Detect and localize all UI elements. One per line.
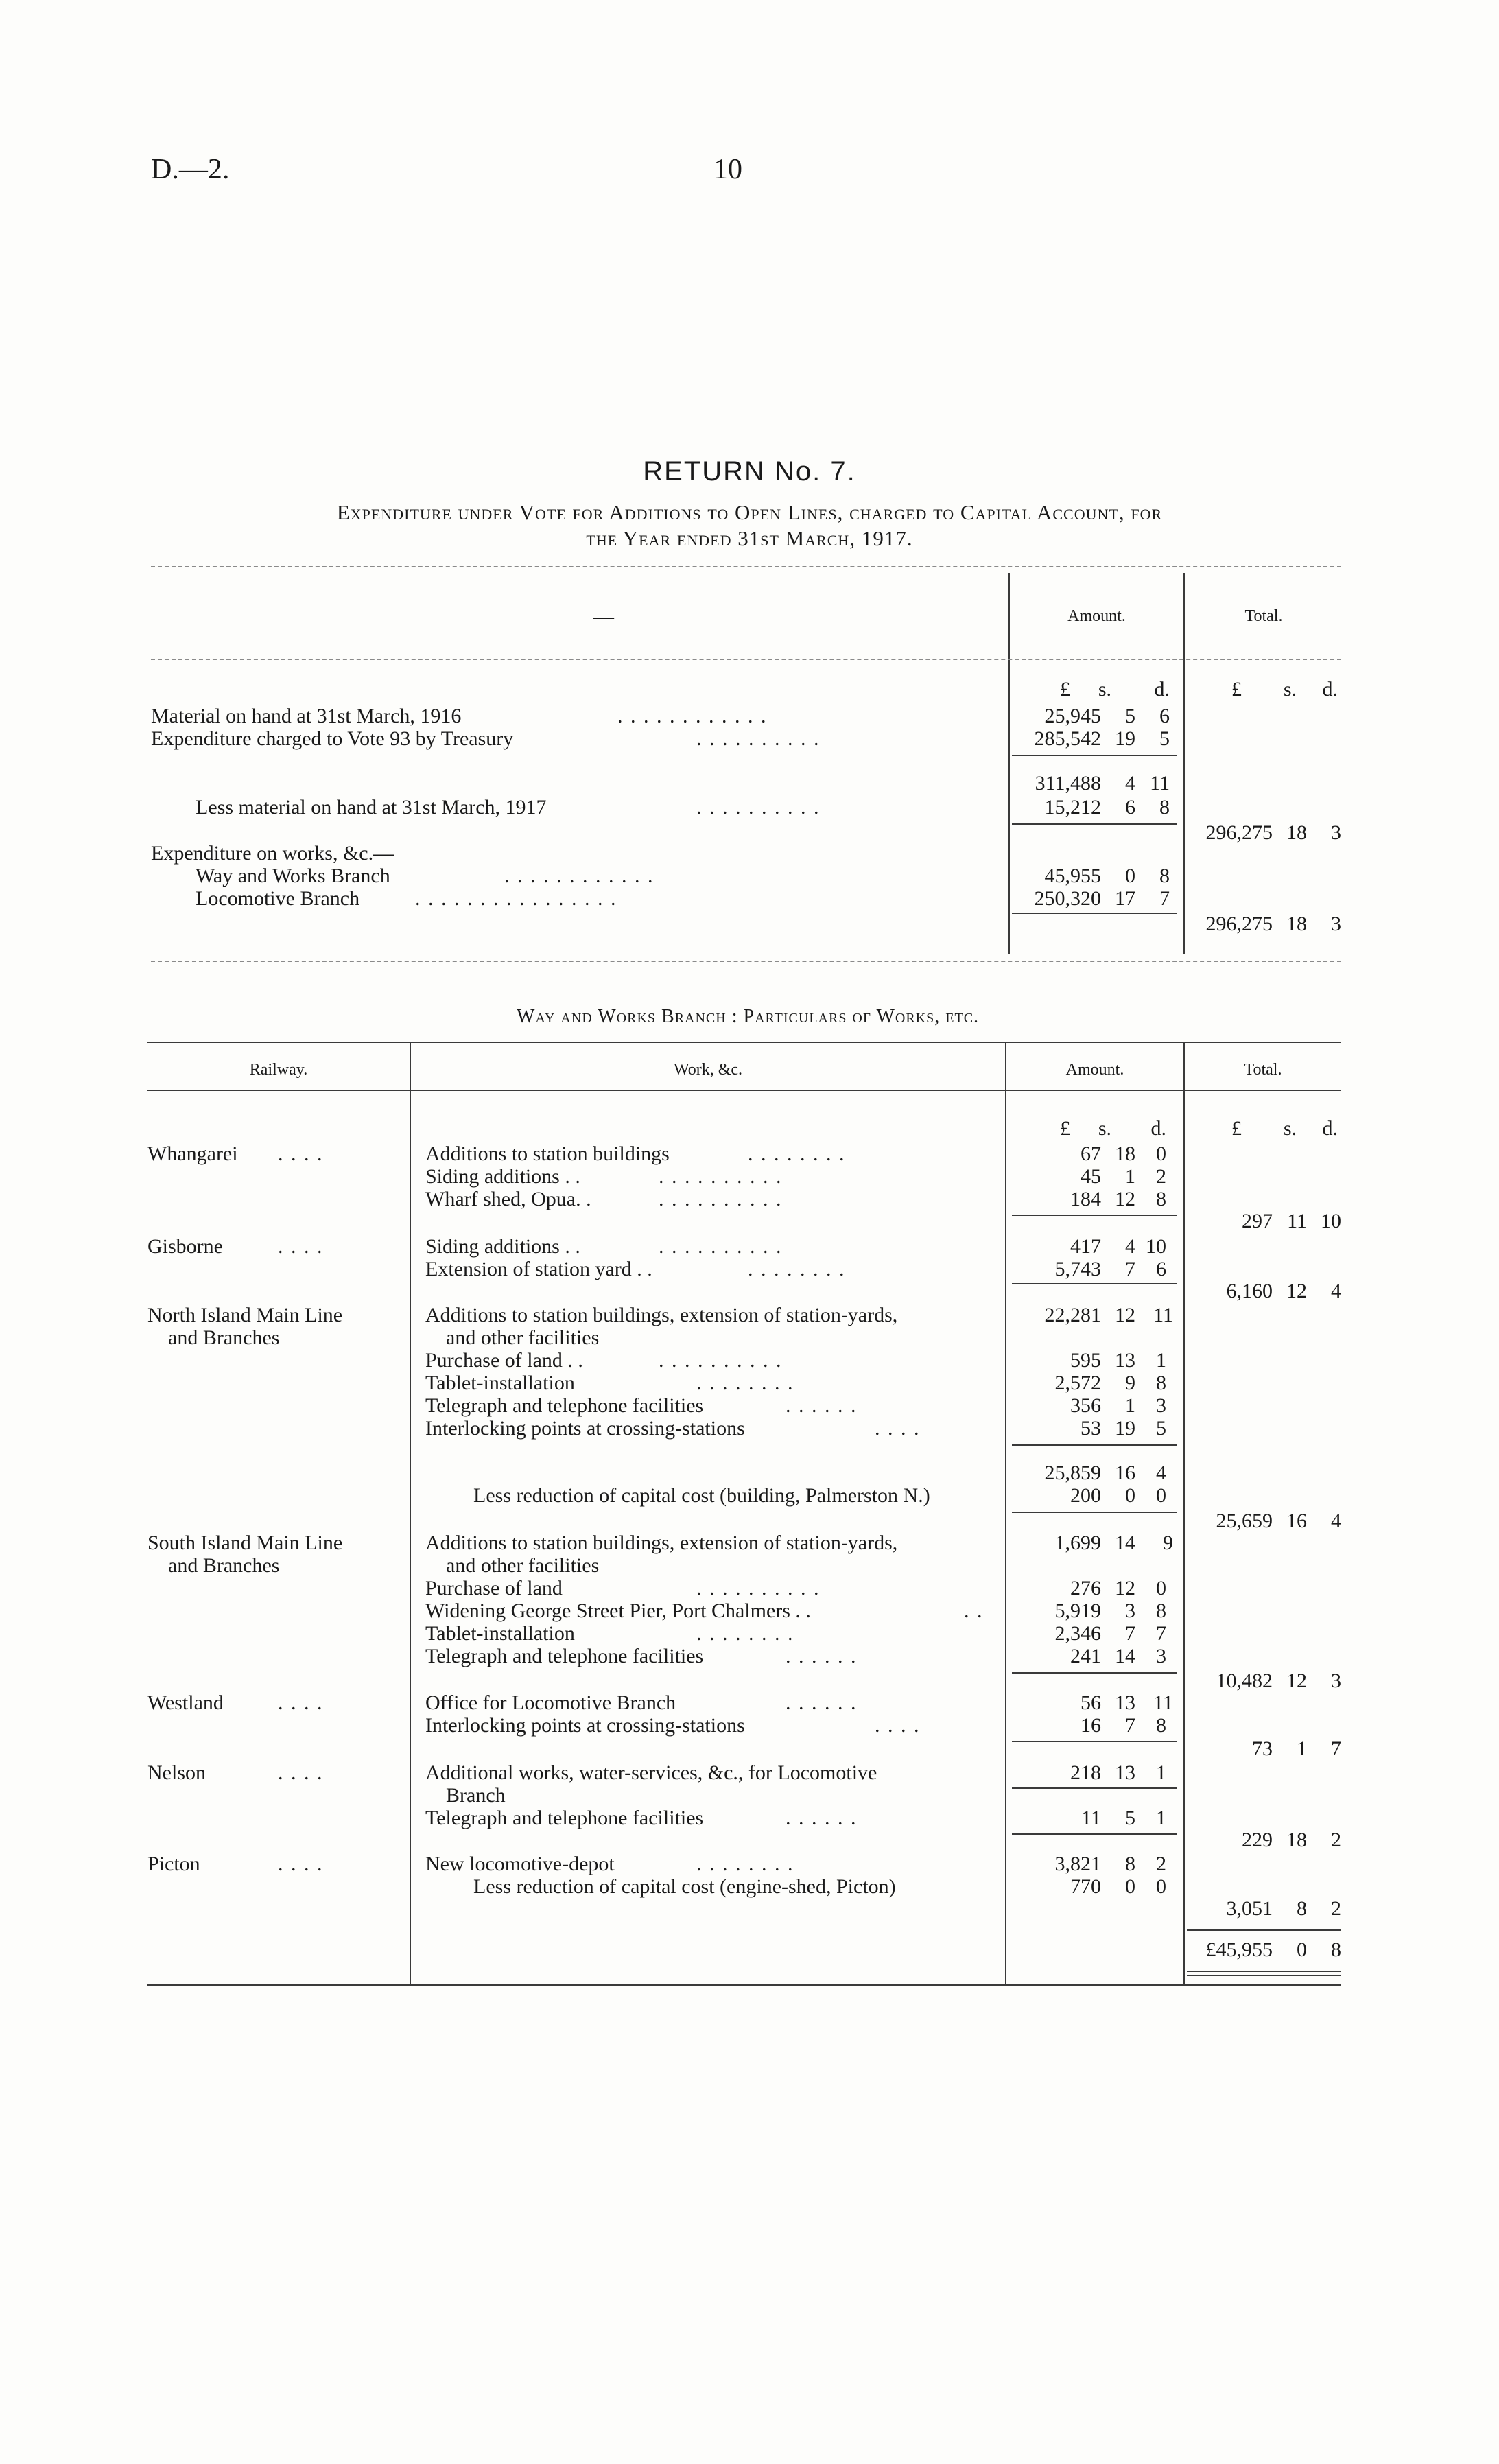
leader-dots: . . . . . . . . . .: [659, 1188, 783, 1210]
total-pounds: 25,659: [1216, 1510, 1273, 1532]
work-description: Siding additions . .: [425, 1165, 580, 1188]
total-pounds: 10,482: [1216, 1669, 1273, 1692]
amount-pounds: 1,699: [1054, 1532, 1101, 1554]
amount-shillings: 19: [1115, 1417, 1135, 1440]
amount-shillings: 13: [1115, 1691, 1135, 1714]
amount-pence: 11: [1153, 1691, 1173, 1714]
amount-pounds: 3,821: [1054, 1853, 1101, 1875]
total-pounds: 229: [1242, 1829, 1273, 1851]
table1-amount-pounds: 311,488: [1035, 772, 1101, 795]
amount-pence: 0: [1156, 1142, 1166, 1165]
amount-pence: 11: [1153, 1304, 1173, 1326]
total-pounds: 3,051: [1226, 1897, 1273, 1920]
leader-dots: . . . . . . . .: [696, 1372, 794, 1394]
leader-dots: . . . . . . . . . . . . . . . .: [415, 887, 617, 910]
amount-pence: 4: [1156, 1462, 1166, 1484]
table2-amount-unit-pence: d.: [1150, 1117, 1166, 1140]
work-description: Purchase of land . .: [425, 1349, 583, 1372]
total-pence: 4: [1331, 1510, 1341, 1532]
work-description: Less reduction of capital cost (engine-shed, Picton): [473, 1875, 896, 1898]
amount-pence: 7: [1156, 1622, 1166, 1645]
amount-pence: 0: [1156, 1484, 1166, 1507]
table1-amount-pounds: 285,542: [1034, 727, 1101, 750]
work-description: Siding additions . .: [425, 1235, 580, 1258]
total-pence: 7: [1331, 1737, 1341, 1760]
leader-dots: . . . . . . . . . .: [696, 796, 821, 819]
work-description: Less reduction of capital cost (building, Palmerston N.): [473, 1484, 930, 1507]
railway-name: Westland: [147, 1691, 224, 1714]
amount-pence: 8: [1156, 1714, 1166, 1737]
table1-total-shillings: 18: [1286, 913, 1307, 935]
total-shillings: 12: [1286, 1280, 1307, 1302]
table1-amount-unit-pounds: £: [1060, 678, 1070, 701]
table1-amount-shillings: 0: [1125, 865, 1135, 887]
amount-shillings: 7: [1125, 1714, 1135, 1737]
table1-total-unit-pounds: £: [1231, 678, 1242, 701]
table1-amount-pence: 8: [1159, 865, 1170, 887]
table1-amount-shillings: 4: [1125, 772, 1135, 795]
work-description: Additional works, water-services, &c., for Locomotive: [425, 1761, 877, 1784]
table1-row-label: Locomotive Branch: [196, 887, 360, 910]
grand-total-double-rule: [1187, 1971, 1341, 1972]
table1-total-pence: 3: [1331, 821, 1341, 844]
table1-total-unit-shillings: s.: [1283, 678, 1297, 701]
table1-amount-pence: 7: [1159, 887, 1170, 910]
amount-shillings: 12: [1115, 1188, 1135, 1210]
table2-total-unit-pounds: £: [1231, 1117, 1242, 1140]
amount-pounds: 241: [1070, 1645, 1101, 1667]
leader-dots: . . . . . . . . . . . .: [504, 865, 654, 887]
amount-shillings: 7: [1125, 1258, 1135, 1280]
subtotal-rule: [1012, 1512, 1177, 1513]
table1-row-label: Expenditure on works, &c.—: [151, 842, 394, 865]
leader-dots: . . . .: [278, 1853, 324, 1875]
leader-dots: . . . . . . . . . .: [696, 1577, 821, 1599]
leader-dots: . . . . . . . .: [696, 1622, 794, 1645]
amount-pounds: 2,346: [1054, 1622, 1101, 1645]
main-title-line-1: Expenditure under Vote for Additions to Open Lines, charged to Capital Account, for: [336, 500, 1163, 524]
subtotal-rule: [1012, 913, 1177, 914]
table2-header-rule: [147, 1090, 1341, 1091]
amount-pounds: 2,572: [1054, 1372, 1101, 1394]
railway-name: Nelson: [147, 1761, 206, 1784]
work-description-continued: Branch: [446, 1784, 506, 1807]
table2-amount-unit-pounds: £: [1060, 1117, 1070, 1140]
amount-pence: 3: [1156, 1645, 1166, 1667]
leader-dots: . . . . . . . . . .: [659, 1165, 783, 1188]
work-description: Telegraph and telephone facilities: [425, 1807, 704, 1829]
work-description: Additions to station buildings, extension of station-yards,: [425, 1304, 898, 1326]
table1-amount-pounds: 45,955: [1044, 865, 1101, 887]
total-pence: 2: [1331, 1897, 1341, 1920]
leader-dots: . . . .: [875, 1714, 921, 1737]
subtotal-rule: [1012, 1283, 1177, 1284]
amount-shillings: 12: [1115, 1577, 1135, 1599]
total-shillings: 16: [1286, 1510, 1307, 1532]
amount-pence: 5: [1156, 1417, 1166, 1440]
amount-pence: 2: [1156, 1853, 1166, 1875]
table2-amount-unit-shillings: s.: [1098, 1117, 1111, 1140]
table1-row-label: Way and Works Branch: [196, 865, 390, 887]
table1-top-rule: [151, 566, 1341, 567]
subtotal-rule: [1012, 755, 1177, 756]
amount-pounds: 5,919: [1054, 1599, 1101, 1622]
work-description: Office for Locomotive Branch: [425, 1691, 676, 1714]
grand-total-double-rule: [1187, 1975, 1341, 1976]
amount-pounds: 184: [1070, 1188, 1101, 1210]
total-shillings: 18: [1286, 1829, 1307, 1851]
table1-total-header: Total.: [1244, 607, 1283, 625]
leader-dots: . . . . . . . .: [696, 1853, 794, 1875]
amount-pounds: 5,743: [1054, 1258, 1101, 1280]
amount-shillings: 0: [1125, 1875, 1135, 1898]
leader-dots: . . . . . . . . . .: [659, 1349, 783, 1372]
amount-pounds: 53: [1081, 1417, 1101, 1440]
table2-total-col-rule: [1183, 1043, 1185, 1984]
amount-shillings: 14: [1115, 1645, 1135, 1667]
table2-top-rule: [147, 1042, 1341, 1043]
amount-pence: 0: [1156, 1577, 1166, 1599]
table2-bottom-rule: [147, 1984, 1341, 1986]
grand-total-pounds: £45,955: [1205, 1938, 1273, 1961]
amount-pounds: 770: [1070, 1875, 1101, 1898]
work-description: Purchase of land: [425, 1577, 563, 1599]
total-shillings: 11: [1287, 1210, 1307, 1232]
table1-amount-header: Amount.: [1067, 607, 1126, 625]
amount-pounds: 356: [1070, 1394, 1101, 1417]
page-number: 10: [713, 154, 742, 185]
total-pounds: 73: [1252, 1737, 1273, 1760]
grand-total-pence: 8: [1331, 1938, 1341, 1961]
amount-pounds: 25,859: [1044, 1462, 1101, 1484]
total-pence: 10: [1321, 1210, 1341, 1232]
work-description: Additions to station buildings, extension of station-yards,: [425, 1532, 898, 1554]
work-description: New locomotive-depot: [425, 1853, 615, 1875]
work-description: Interlocking points at crossing-stations: [425, 1417, 745, 1440]
table1-amount-pence: 8: [1159, 796, 1170, 819]
table1-amount-unit-pence: d.: [1154, 678, 1170, 701]
amount-pounds: 67: [1081, 1142, 1101, 1165]
amount-pence: 8: [1156, 1188, 1166, 1210]
amount-pounds: 276: [1070, 1577, 1101, 1599]
table1-row-label: Expenditure charged to Vote 93 by Treasury: [151, 727, 514, 750]
amount-shillings: 14: [1115, 1532, 1135, 1554]
leader-dots: . . . .: [278, 1691, 324, 1714]
amount-pence: 10: [1146, 1235, 1166, 1258]
amount-pence: 8: [1156, 1372, 1166, 1394]
leader-dots: . . . . . .: [786, 1807, 858, 1829]
table1-header-rule: [151, 659, 1341, 660]
table1-amount-pence: 6: [1159, 705, 1170, 727]
amount-shillings: 4: [1125, 1235, 1135, 1258]
subtotal-rule: [1012, 1787, 1177, 1789]
work-description: Extension of station yard . .: [425, 1258, 652, 1280]
amount-pounds: 56: [1081, 1691, 1101, 1714]
amount-pounds: 218: [1070, 1761, 1101, 1784]
amount-pounds: 11: [1081, 1807, 1101, 1829]
amount-pounds: 200: [1070, 1484, 1101, 1507]
table2-header-railway: Railway.: [249, 1061, 308, 1079]
total-shillings: 8: [1297, 1897, 1307, 1920]
leader-dots: . . . . . .: [786, 1394, 858, 1417]
work-description: Telegraph and telephone facilities: [425, 1394, 704, 1417]
amount-pence: 0: [1156, 1875, 1166, 1898]
table1-amount-pounds: 250,320: [1034, 887, 1101, 910]
amount-pounds: 45: [1081, 1165, 1101, 1188]
table2-amount-col-rule: [1005, 1043, 1006, 1984]
total-pence: 4: [1331, 1280, 1341, 1302]
railway-name-continued: and Branches: [168, 1554, 280, 1577]
amount-shillings: 13: [1115, 1761, 1135, 1784]
work-description: Interlocking points at crossing-stations: [425, 1714, 745, 1737]
leader-dots: . . . . . .: [786, 1691, 858, 1714]
amount-shillings: 3: [1125, 1599, 1135, 1622]
railway-name: North Island Main Line: [147, 1304, 343, 1326]
table1-amount-shillings: 6: [1125, 796, 1135, 819]
table1-amount-shillings: 17: [1115, 887, 1135, 910]
work-description: Wharf shed, Opua. .: [425, 1188, 591, 1210]
leader-dots: . . . .: [278, 1142, 324, 1165]
amount-shillings: 5: [1125, 1807, 1135, 1829]
amount-pounds: 417: [1070, 1235, 1101, 1258]
amount-pence: 3: [1156, 1394, 1166, 1417]
amount-shillings: 7: [1125, 1622, 1135, 1645]
amount-shillings: 18: [1115, 1142, 1135, 1165]
amount-shillings: 8: [1125, 1853, 1135, 1875]
table1-amount-pounds: 15,212: [1044, 796, 1101, 819]
table1-bottom-rule: [151, 961, 1341, 962]
amount-pounds: 16: [1081, 1714, 1101, 1737]
amount-shillings: 9: [1125, 1372, 1135, 1394]
amount-pence: 1: [1156, 1761, 1166, 1784]
table1-total-unit-pence: d.: [1322, 678, 1338, 701]
amount-pence: 6: [1156, 1258, 1166, 1280]
leader-dots: . . . . . . . . . . . .: [617, 705, 768, 727]
railway-name: Picton: [147, 1853, 200, 1875]
table2-header-work: Work, &c.: [673, 1061, 743, 1079]
amount-pounds: 595: [1070, 1349, 1101, 1372]
total-shillings: 12: [1286, 1669, 1307, 1692]
amount-pence: 1: [1156, 1349, 1166, 1372]
work-description-continued: and other facilities: [446, 1326, 600, 1349]
return-title: RETURN No. 7.: [643, 456, 856, 486]
amount-shillings: 12: [1115, 1304, 1135, 1326]
table2-railway-col-rule: [410, 1043, 411, 1984]
table1-total-col-rule: [1183, 573, 1185, 954]
table1-row-label: Material on hand at 31st March, 1916: [151, 705, 462, 727]
amount-pence: 1: [1156, 1807, 1166, 1829]
work-description: Widening George Street Pier, Port Chalmers . .: [425, 1599, 811, 1622]
amount-shillings: 1: [1125, 1394, 1135, 1417]
subtotal-rule: [1012, 1215, 1177, 1216]
total-pence: 3: [1331, 1669, 1341, 1692]
table1-amount-shillings: 5: [1125, 705, 1135, 727]
table2-total-unit-pence: d.: [1322, 1117, 1338, 1140]
table1-total-pence: 3: [1331, 913, 1341, 935]
leader-dots: . . . . . .: [786, 1645, 858, 1667]
subtotal-rule: [1012, 1672, 1177, 1674]
subtotal-rule: [1012, 823, 1177, 825]
railway-name: Gisborne: [147, 1235, 223, 1258]
table2-header-amount: Amount.: [1065, 1061, 1124, 1079]
table1-amount-unit-shillings: s.: [1098, 678, 1111, 701]
work-description: Tablet-installation: [425, 1622, 575, 1645]
subtotal-rule: [1012, 1833, 1177, 1835]
amount-shillings: 16: [1115, 1462, 1135, 1484]
leader-dots: . . . . . . . . . .: [696, 727, 821, 750]
railway-name-continued: and Branches: [168, 1326, 280, 1349]
total-pounds: 297: [1242, 1210, 1273, 1232]
document-reference: D.—2.: [151, 154, 230, 185]
main-title-line-2: the Year ended 31st March, 1917.: [586, 526, 913, 550]
table2-title: Way and Works Branch : Particulars of Works, etc.: [516, 1006, 980, 1027]
leader-dots: . . . .: [278, 1761, 324, 1784]
amount-pence: 9: [1163, 1532, 1173, 1554]
amount-shillings: 1: [1125, 1165, 1135, 1188]
subtotal-rule: [1012, 1444, 1177, 1446]
leader-dots: . .: [964, 1599, 984, 1622]
amount-pounds: 22,281: [1044, 1304, 1101, 1326]
table1-total-pounds: 296,275: [1205, 821, 1273, 844]
total-pounds: 6,160: [1226, 1280, 1273, 1302]
table1-amount-pounds: 25,945: [1044, 705, 1101, 727]
table2-total-unit-shillings: s.: [1283, 1117, 1297, 1140]
grand-total-shillings: 0: [1297, 1938, 1307, 1961]
table2-header-total: Total.: [1244, 1061, 1282, 1079]
leader-dots: . . . . . . . .: [748, 1142, 846, 1165]
amount-shillings: 13: [1115, 1349, 1135, 1372]
subtotal-rule: [1012, 1741, 1177, 1742]
table1-total-pounds: 296,275: [1205, 913, 1273, 935]
amount-pence: 8: [1156, 1599, 1166, 1622]
work-description: Additions to station buildings: [425, 1142, 670, 1165]
amount-shillings: 0: [1125, 1484, 1135, 1507]
leader-dots: . . . . . . . . . .: [659, 1235, 783, 1258]
table1-dash-header: —: [593, 605, 614, 628]
subtotal-rule: [1187, 1929, 1341, 1931]
total-pence: 2: [1331, 1829, 1341, 1851]
table1-amount-pence: 11: [1150, 772, 1170, 795]
railway-name: Whangarei: [147, 1142, 238, 1165]
table1-total-shillings: 18: [1286, 821, 1307, 844]
amount-pence: 2: [1156, 1165, 1166, 1188]
work-description: Tablet-installation: [425, 1372, 575, 1394]
railway-name: South Island Main Line: [147, 1532, 343, 1554]
table1-row-label: Less material on hand at 31st March, 1917: [196, 796, 547, 819]
work-description-continued: and other facilities: [446, 1554, 600, 1577]
total-shillings: 1: [1297, 1737, 1307, 1760]
leader-dots: . . . .: [875, 1417, 921, 1440]
leader-dots: . . . . . . . .: [748, 1258, 846, 1280]
table1-amount-pence: 5: [1159, 727, 1170, 750]
table1-amount-shillings: 19: [1115, 727, 1135, 750]
work-description: Telegraph and telephone facilities: [425, 1645, 704, 1667]
leader-dots: . . . .: [278, 1235, 324, 1258]
